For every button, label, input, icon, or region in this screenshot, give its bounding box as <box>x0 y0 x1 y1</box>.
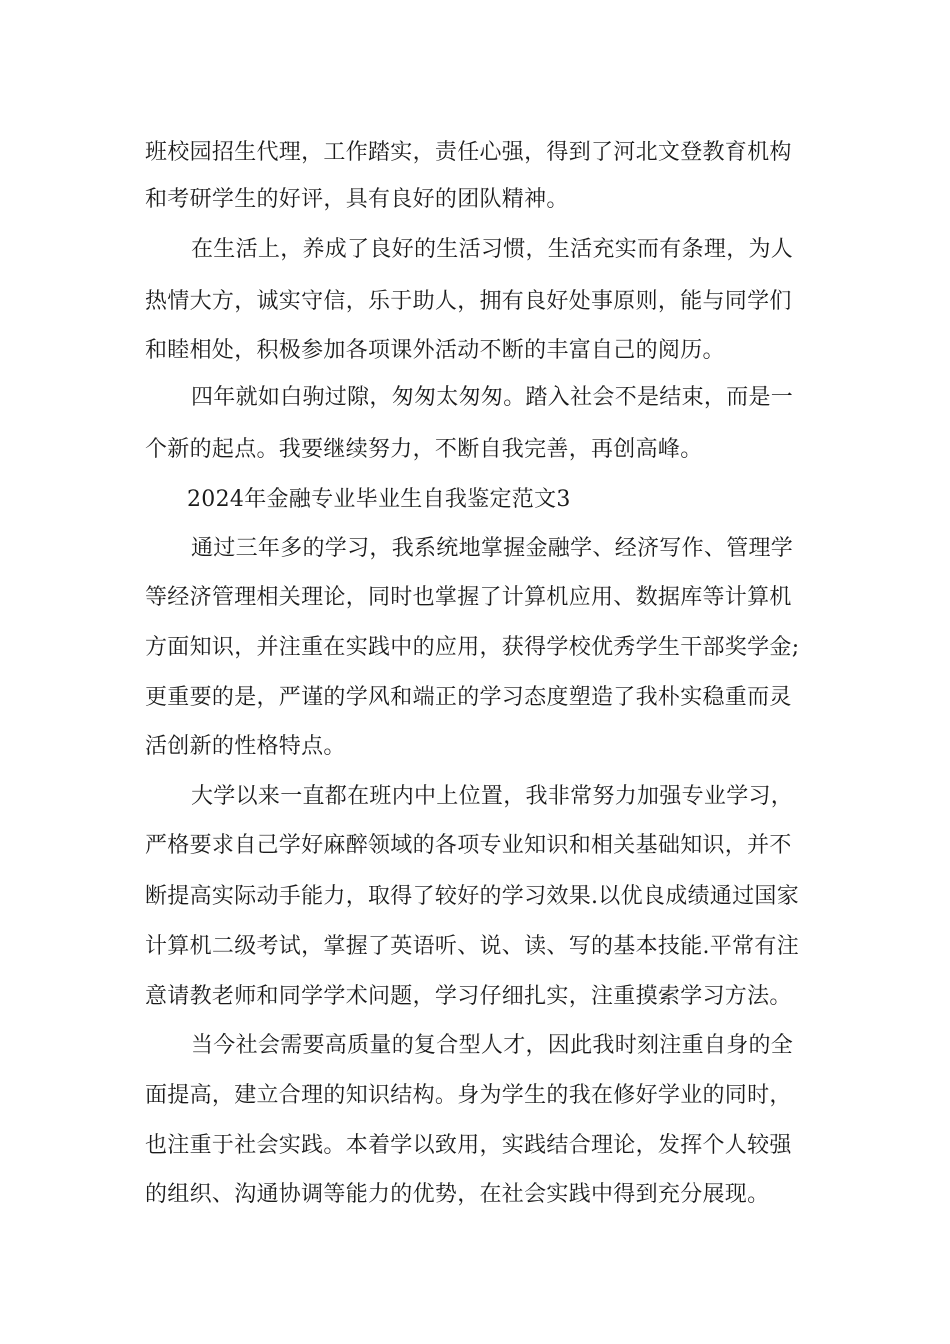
text-line: 更重要的是，严谨的学风和端正的学习态度塑造了我朴实稳重而灵 <box>145 685 792 710</box>
text-line: 和睦相处，积极参加各项课外活动不断的丰富自己的阅历。 <box>145 338 725 363</box>
paragraph-start-line: 大学以来一直都在班内中上位置，我非常努力加强专业学习， <box>191 784 794 809</box>
text-line: 意请教老师和同学学术问题，学习仔细扎实，注重摸索学习方法。 <box>145 984 792 1009</box>
paragraph-start-line: 通过三年多的学习，我系统地掌握金融学、经济写作、管理学 <box>191 536 794 561</box>
text-line: 面提高，建立合理的知识结构。身为学生的我在修好学业的同时， <box>145 1083 792 1108</box>
text-line: 个新的起点。我要继续努力，不断自我完善，再创高峰。 <box>145 437 703 462</box>
paragraph-start-line: 在生活上，养成了良好的生活习惯，生活充实而有条理，为人 <box>191 237 794 262</box>
text-line: 也注重于社会实践。本着学以致用，实践结合理论，发挥个人较强 <box>145 1133 792 1158</box>
paragraph-start-line: 四年就如白驹过隙，匆匆太匆匆。踏入社会不是结束，而是一 <box>191 385 794 410</box>
text-line: 活创新的性格特点。 <box>145 734 346 759</box>
text-line: 严格要求自己学好麻醉领域的各项专业知识和相关基础知识，并不 <box>145 833 792 858</box>
text-line: 和考研学生的好评，具有良好的团队精神。 <box>145 187 569 212</box>
paragraph-start-line: 当今社会需要高质量的复合型人才，因此我时刻注重自身的全 <box>191 1033 794 1058</box>
section-heading: 2024年金融专业毕业生自我鉴定范文3 <box>187 487 571 512</box>
text-line: 断提高实际动手能力，取得了较好的学习效果.以优良成绩通过国家 <box>145 884 799 909</box>
text-line: 的组织、沟通协调等能力的优势，在社会实践中得到充分展现。 <box>145 1182 770 1207</box>
text-line: 等经济管理相关理论，同时也掌握了计算机应用、数据库等计算机 <box>145 585 792 610</box>
text-line: 计算机二级考试，掌握了英语听、说、读、写的基本技能.平常有注 <box>145 934 799 959</box>
text-line: 热情大方，诚实守信，乐于助人，拥有良好处事原则，能与同学们 <box>145 289 792 314</box>
text-line: 班校园招生代理，工作踏实，责任心强，得到了河北文登教育机构 <box>145 140 792 165</box>
text-line: 方面知识，并注重在实践中的应用，获得学校优秀学生干部奖学金; <box>145 635 800 660</box>
